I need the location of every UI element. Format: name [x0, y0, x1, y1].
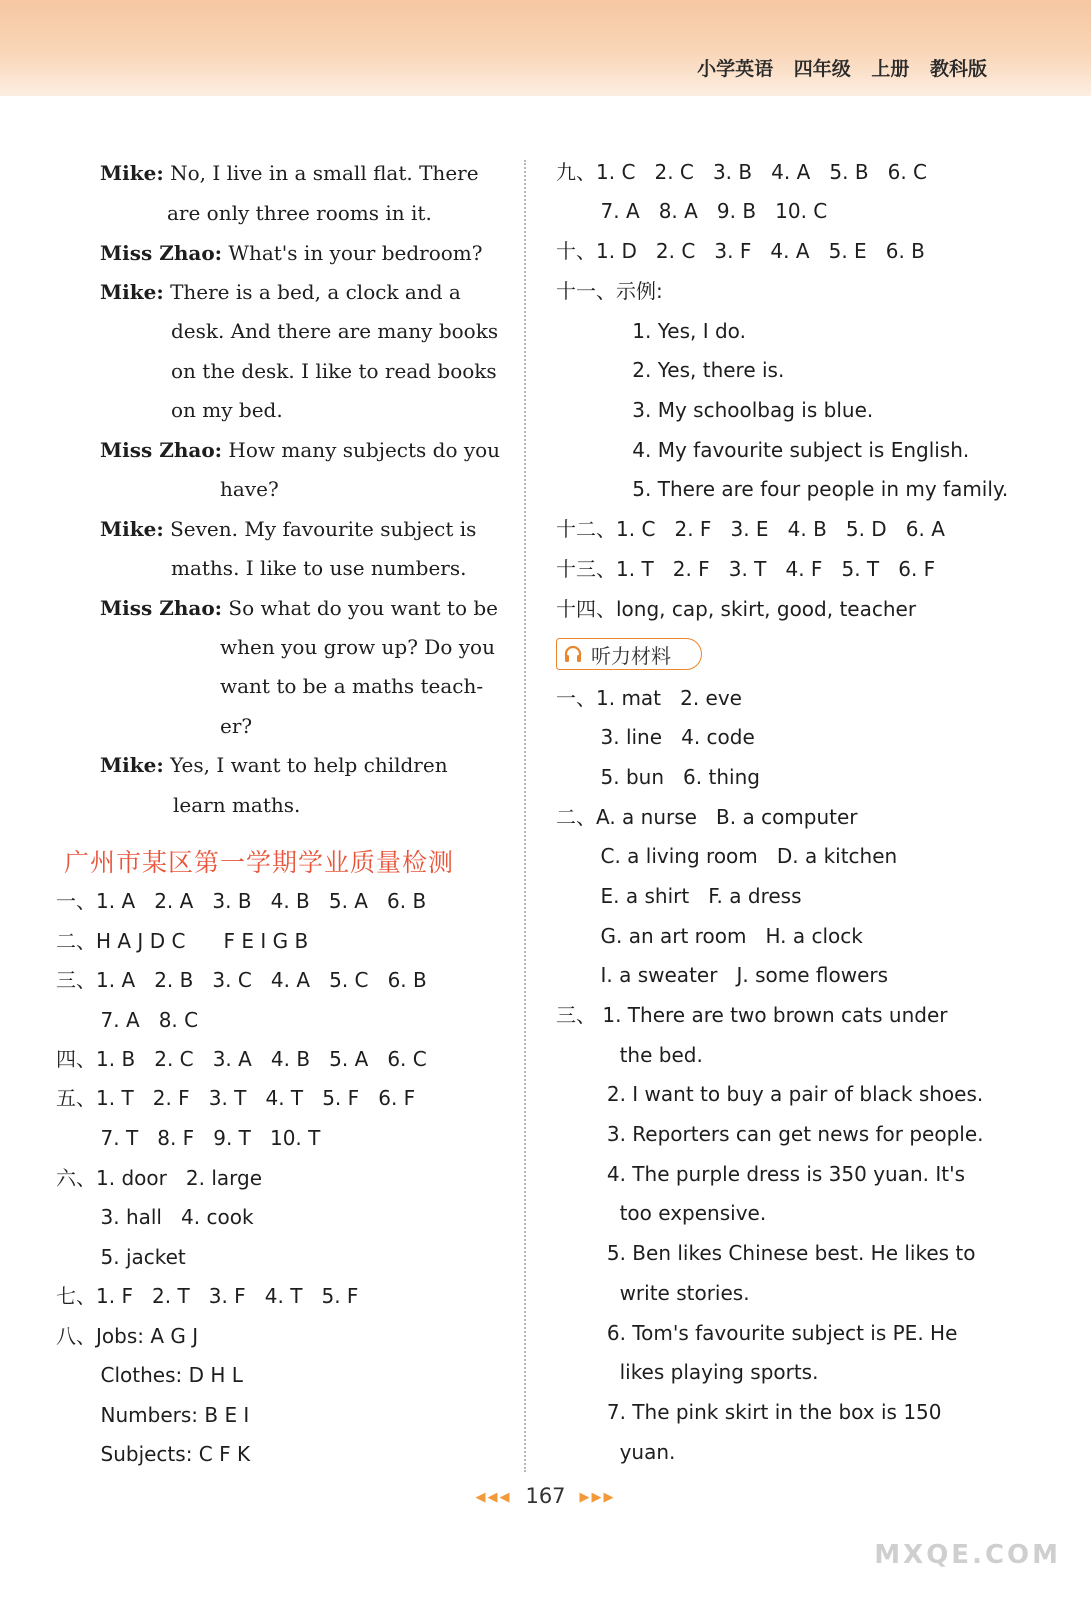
listening-line: 6. Tom's favourite subject is PE. He: [556, 1321, 958, 1345]
dialogue-line: on my bed.: [171, 398, 283, 422]
answer-line: 十一、示例:: [556, 279, 663, 303]
answer-line: 一、1. A 2. A 3. B 4. B 5. A 6. B: [56, 889, 427, 913]
answer-line: 七、1. F 2. T 3. F 4. T 5. F: [56, 1284, 359, 1308]
dialogue-line: have?: [220, 477, 279, 501]
dialogue-line: Miss Zhao: How many subjects do you: [100, 438, 501, 462]
page-footer: [0, 1484, 1091, 1508]
answer-line: 3. My schoolbag is blue.: [556, 398, 874, 422]
answer-line: 2. Yes, there is.: [556, 358, 785, 382]
listening-line: likes playing sports.: [556, 1360, 819, 1384]
listening-line: G. an art room H. a clock: [556, 924, 863, 948]
header-band: [0, 0, 1091, 96]
listening-line: C. a living room D. a kitchen: [556, 844, 898, 868]
answer-line: 十三、1. T 2. F 3. T 4. F 5. T 6. F: [556, 557, 936, 581]
column-divider: [524, 160, 526, 1472]
answer-line: 4. My favourite subject is English.: [556, 438, 970, 462]
answer-line: 7. T 8. F 9. T 10. T: [56, 1126, 321, 1150]
answer-line: Numbers: B E I: [56, 1403, 250, 1427]
dialogue-line: Mike: No, I live in a small flat. There: [100, 161, 479, 185]
answer-line: 5. jacket: [56, 1245, 186, 1269]
dialogue-line: want to be a maths teach-: [220, 674, 484, 698]
listening-line: 3. Reporters can get news for people.: [556, 1122, 984, 1146]
book-title: 小学英语 四年级 上册 教科版: [697, 58, 987, 80]
listening-line: yuan.: [556, 1440, 676, 1464]
answer-line: 四、1. B 2. C 3. A 4. B 5. A 6. C: [56, 1047, 427, 1071]
dialogue-line: Mike: There is a bed, a clock and a: [100, 280, 461, 304]
watermark: MXQE.COM: [874, 1540, 1061, 1570]
listening-material-tag: [556, 638, 702, 670]
listening-line: the bed.: [556, 1043, 703, 1067]
left-arrows-icon: ◀◀◀: [475, 1490, 512, 1505]
answer-line: 3. hall 4. cook: [56, 1205, 254, 1229]
dialogue-line: desk. And there are many books: [171, 319, 499, 343]
listening-label: 听力材料: [591, 643, 671, 668]
dialogue-line: Miss Zhao: So what do you want to be: [100, 596, 498, 620]
answer-line: 八、Jobs: A G J: [56, 1324, 199, 1348]
dialogue-line: learn maths.: [173, 793, 301, 817]
listening-line: 3. line 4. code: [556, 725, 755, 749]
listening-line: 4. The purple dress is 350 yuan. It's: [556, 1162, 966, 1186]
answer-line: 二、H A J D C F E I G B: [56, 929, 309, 953]
answer-line: Subjects: C F K: [56, 1442, 251, 1466]
listening-line: I. a sweater J. some flowers: [556, 963, 889, 987]
dialogue-line: maths. I like to use numbers.: [171, 556, 467, 580]
answer-line: Clothes: D H L: [56, 1363, 243, 1387]
dialogue-line: Mike: Yes, I want to help children: [100, 753, 448, 777]
dialogue-line: Miss Zhao: What's in your bedroom?: [100, 241, 483, 265]
dialogue-line: on the desk. I like to read books: [171, 359, 497, 383]
dialogue-line: Mike: Seven. My favourite subject is: [100, 517, 477, 541]
headphones-icon: [563, 644, 583, 664]
answer-line: 六、1. door 2. large: [56, 1166, 263, 1190]
listening-line: 一、1. mat 2. eve: [556, 686, 742, 710]
dialogue-line: when you grow up? Do you: [220, 635, 495, 659]
answer-line: 5. There are four people in my family.: [556, 477, 1009, 501]
listening-line: too expensive.: [556, 1201, 767, 1225]
listening-line: 7. The pink skirt in the box is 150: [556, 1400, 942, 1424]
answer-line: 三、1. A 2. B 3. C 4. A 5. C 6. B: [56, 968, 427, 992]
dialogue-line: are only three rooms in it.: [167, 201, 432, 225]
answer-line: 1. Yes, I do.: [556, 319, 746, 343]
listening-line: 5. bun 6. thing: [556, 765, 760, 789]
answer-line: 十四、long, cap, skirt, good, teacher: [556, 597, 917, 621]
answer-line: 7. A 8. C: [56, 1008, 199, 1032]
listening-line: 5. Ben likes Chinese best. He likes to: [556, 1241, 976, 1265]
dialogue-line: er?: [220, 714, 253, 738]
answer-line: 五、1. T 2. F 3. T 4. T 5. F 6. F: [56, 1086, 416, 1110]
listening-line: 2. I want to buy a pair of black shoes.: [556, 1082, 984, 1106]
answer-line: 7. A 8. A 9. B 10. C: [556, 199, 828, 223]
listening-line: 二、A. a nurse B. a computer: [556, 805, 858, 829]
listening-line: 三、 1. There are two brown cats under: [556, 1003, 948, 1027]
page-number: 167: [525, 1484, 566, 1508]
listening-line: E. a shirt F. a dress: [556, 884, 802, 908]
answer-line: 九、1. C 2. C 3. B 4. A 5. B 6. C: [556, 160, 928, 184]
answer-line: 十二、1. C 2. F 3. E 4. B 5. D 6. A: [556, 517, 945, 541]
answer-line: 十、1. D 2. C 3. F 4. A 5. E 6. B: [556, 239, 925, 263]
section-title: 广州市某区第一学期学业质量检测: [64, 848, 455, 877]
listening-line: write stories.: [556, 1281, 750, 1305]
right-arrows-icon: ▶▶▶: [579, 1490, 616, 1505]
